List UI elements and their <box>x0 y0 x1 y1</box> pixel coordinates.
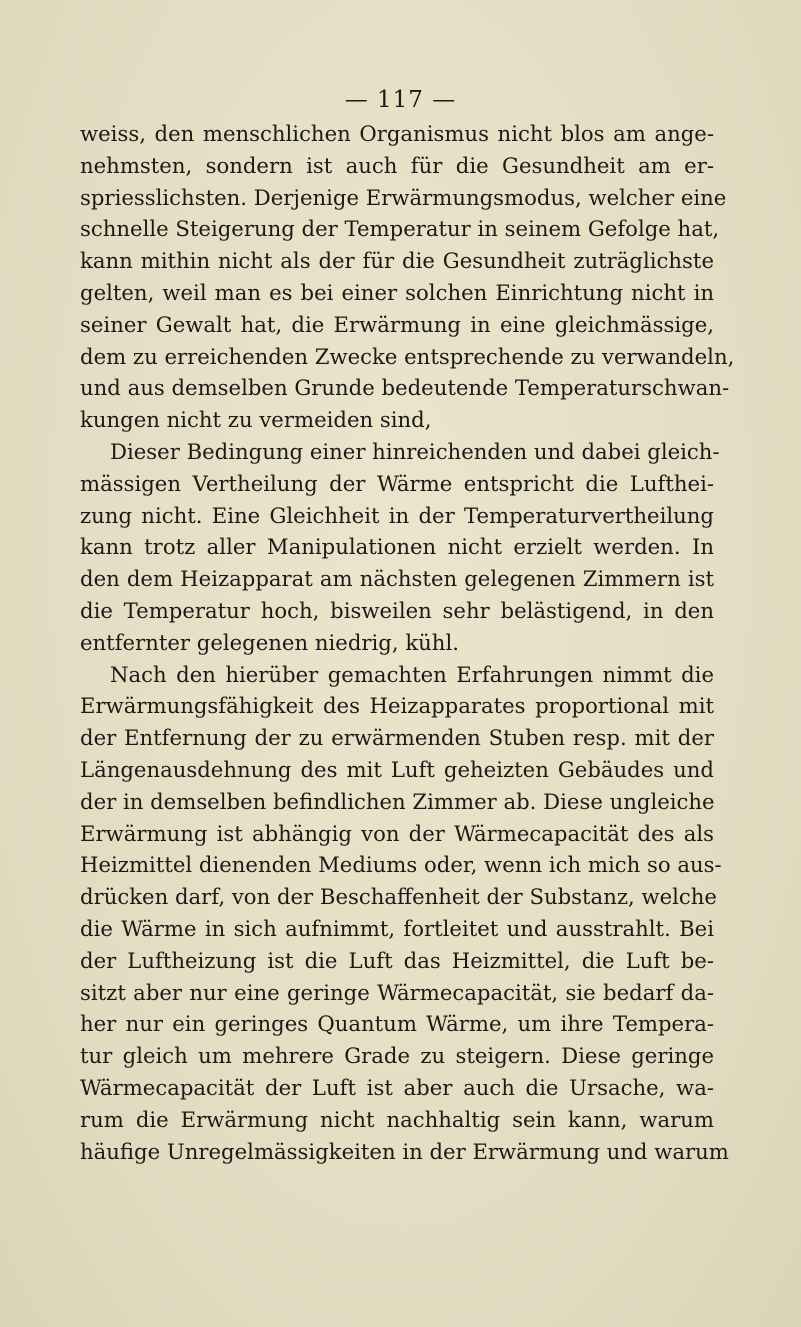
text-line: mässigen Vertheilung der Wärme entspricht die Lufthei- <box>80 470 714 496</box>
text-line: her nur ein geringes Quantum Wärme, um ihre Tempera- <box>80 1011 714 1037</box>
paragraph-1 <box>80 118 735 436</box>
text-line: Nach den hierüber gemachten Erfahrungen nimmt die <box>110 661 714 687</box>
text-line: und aus demselben Grunde bedeutende Temperaturschwan- <box>80 375 730 401</box>
text-line: den dem Heizapparat am nächsten gelegenen Zimmern ist <box>80 566 714 592</box>
text-line: Wärmecapacität der Luft ist aber auch die Ursache, wa- <box>80 1074 714 1100</box>
text-line: kann trotz aller Manipulationen nicht erzielt werden. In <box>80 534 714 560</box>
text-line: rum die Erwärmung nicht nachhaltig sein kann, warum <box>80 1106 714 1132</box>
text-line: nehmsten, sondern ist auch für die Gesundheit am er- <box>80 152 714 178</box>
text-line: zung nicht. Eine Gleichheit in der Temperaturvertheilung <box>80 502 714 528</box>
text-line: entfernter gelegenen niedrig, kühl. <box>80 629 459 655</box>
text-line: Erwärmungsfähigkeit des Heizapparates proportional mit <box>80 693 714 719</box>
paragraph-2 <box>80 436 720 659</box>
text-line: der Entfernung der zu erwärmenden Stuben resp. mit der <box>80 725 714 751</box>
text-line: sitzt aber nur eine geringe Wärmecapacität, sie bedarf da- <box>80 979 714 1005</box>
text-line: kann mithin nicht als der für die Gesundheit zuträglichste <box>80 248 714 274</box>
body-text <box>80 118 735 1167</box>
text-line: drücken darf, von der Beschaffenheit der Substanz, welche <box>80 884 717 910</box>
text-line: seiner Gewalt hat, die Erwärmung in eine gleichmässige, <box>80 311 714 337</box>
text-line: weiss, den menschlichen Organismus nicht blos am ange- <box>80 121 714 146</box>
text-line: spriesslichsten. Derjenige Erwärmungsmodus, welcher eine <box>80 184 727 210</box>
text-line: kungen nicht zu vermeiden sind, <box>80 407 432 433</box>
text-line: Dieser Bedingung einer hinreichenden und dabei gleich- <box>110 438 720 464</box>
text-line: die Temperatur hoch, bisweilen sehr belästigend, in den <box>80 597 714 623</box>
text-line: gelten, weil man es bei einer solchen Einrichtung nicht in <box>80 279 714 305</box>
text-line: die Wärme in sich aufnimmt, fortleitet und ausstrahlt. Bei <box>80 915 714 941</box>
text-line: Längenausdehnung des mit Luft geheizten Gebäudes und <box>80 756 714 782</box>
text-line: der Luftheizung ist die Luft das Heizmittel, die Luft be- <box>80 947 714 973</box>
text-line: Erwärmung ist abhängig von der Wärmecapacität des als <box>80 820 714 846</box>
paragraph-3 <box>80 659 729 1168</box>
text-line: häufige Unregelmässigkeiten in der Erwärmung und warum <box>80 1138 729 1164</box>
text-line: dem zu erreichenden Zwecke entsprechende zu verwandeln, <box>80 343 735 369</box>
page-number: — 117 — <box>344 87 457 113</box>
text-line: Heizmittel dienenden Mediums oder, wenn ich mich so aus- <box>80 852 722 878</box>
text-line: der in demselben befindlichen Zimmer ab. Diese ungleiche <box>80 788 715 814</box>
text-line: tur gleich um mehrere Grade zu steigern. Diese geringe <box>80 1043 714 1069</box>
text-line: schnelle Steigerung der Temperatur in seinem Gefolge hat, <box>80 216 720 242</box>
